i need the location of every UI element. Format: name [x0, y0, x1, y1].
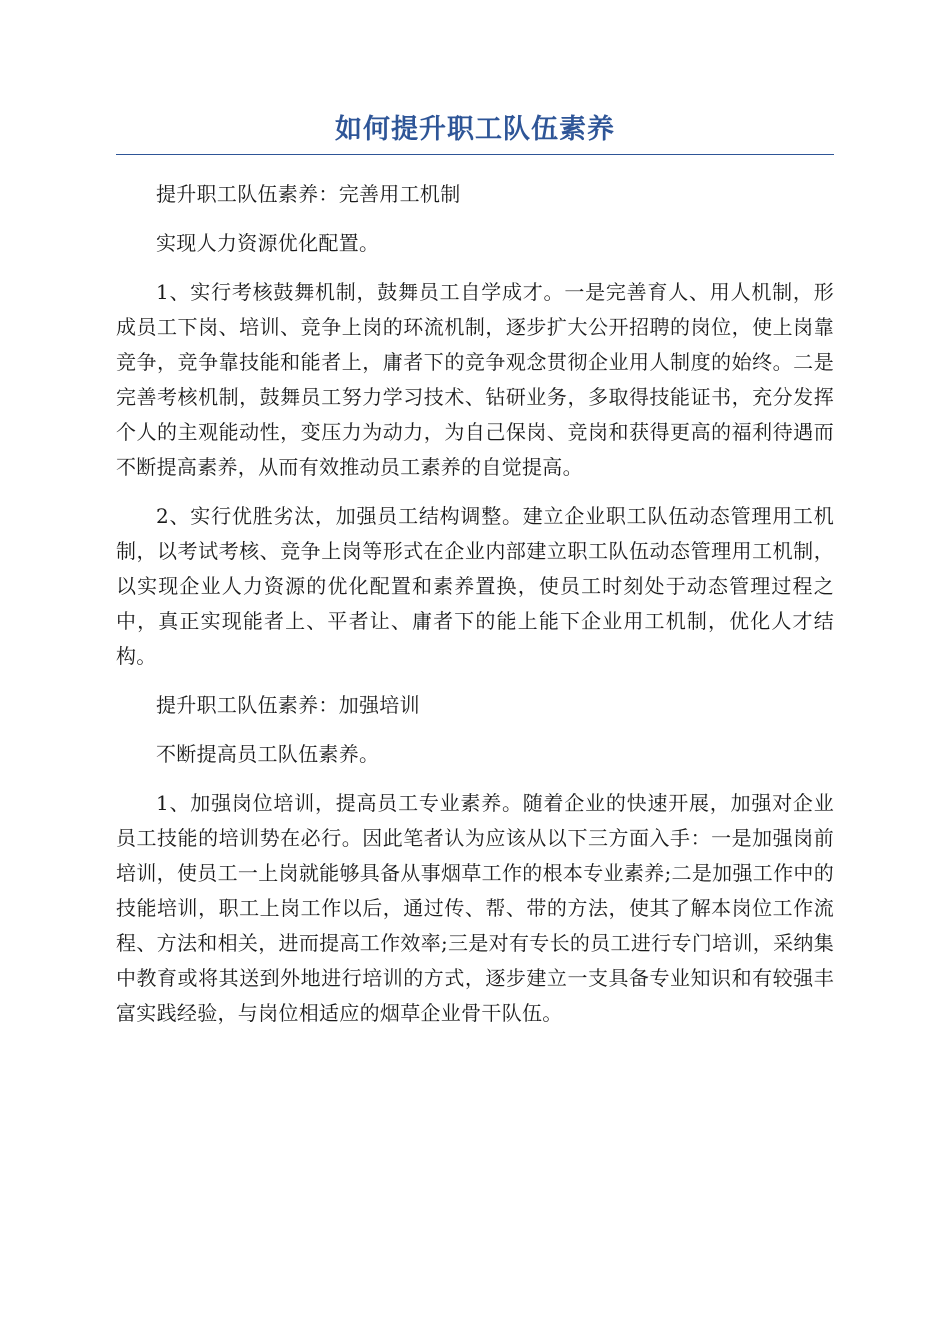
section-heading-2: 提升职工队伍素养：加强培训	[156, 693, 420, 717]
paragraph: 1、加强岗位培训，提高员工专业素养。随着企业的快速开展，加强对企业员工技能的培训势在必行。因此笔者认为应该从以下三方面入手：一是加强岗前培训，使员工一上岗就能够具备从事烟草工作的根本专业素养;二是加强工作中的技能培训，职工上岗工作以后，通过传、帮、带的方法，使其了解本岗位工作流程、方法和相关，进而提高工作效率;三是对有专长的员工进行专门培训，采纳集中教育或将其送到外地进行培训的方式，逐步建立一支具备专业知识和有较强丰富实践经验，与岗位相适应的烟草企业骨干队伍。	[116, 791, 834, 1025]
paragraph: 实现人力资源优化配置。	[156, 231, 380, 255]
section-heading-1: 提升职工队伍素养：完善用工机制	[156, 182, 461, 206]
paragraph: 1、实行考核鼓舞机制，鼓舞员工自学成才。一是完善育人、用人机制，形成员工下岗、培训、竞争上岗的环流机制，逐步扩大公开招聘的岗位，使上岗靠竞争，竞争靠技能和能者上，庸者下的竞争观念贯彻企业用人制度的始终。二是完善考核机制，鼓舞员工努力学习技术、钻研业务，多取得技能证书，充分发挥个人的主观能动性，变压力为动力，为自己保岗、竞岗和获得更高的福利待遇而不断提高素养，从而有效推动员工素养的自觉提高。	[116, 280, 834, 479]
document-body	[116, 177, 834, 1031]
document-title: 如何提升职工队伍素养	[116, 108, 834, 155]
paragraph: 不断提高员工队伍素养。	[156, 742, 380, 766]
paragraph: 2、实行优胜劣汰，加强员工结构调整。建立企业职工队伍动态管理用工机制，以考试考核、竞争上岗等形式在企业内部建立职工队伍动态管理用工机制，以实现企业人力资源的优化配置和素养置换，使员工时刻处于动态管理过程之中，真正实现能者上、平者让、庸者下的能上能下企业用工机制，优化人才结构。	[116, 504, 834, 668]
document-page	[116, 108, 834, 1045]
